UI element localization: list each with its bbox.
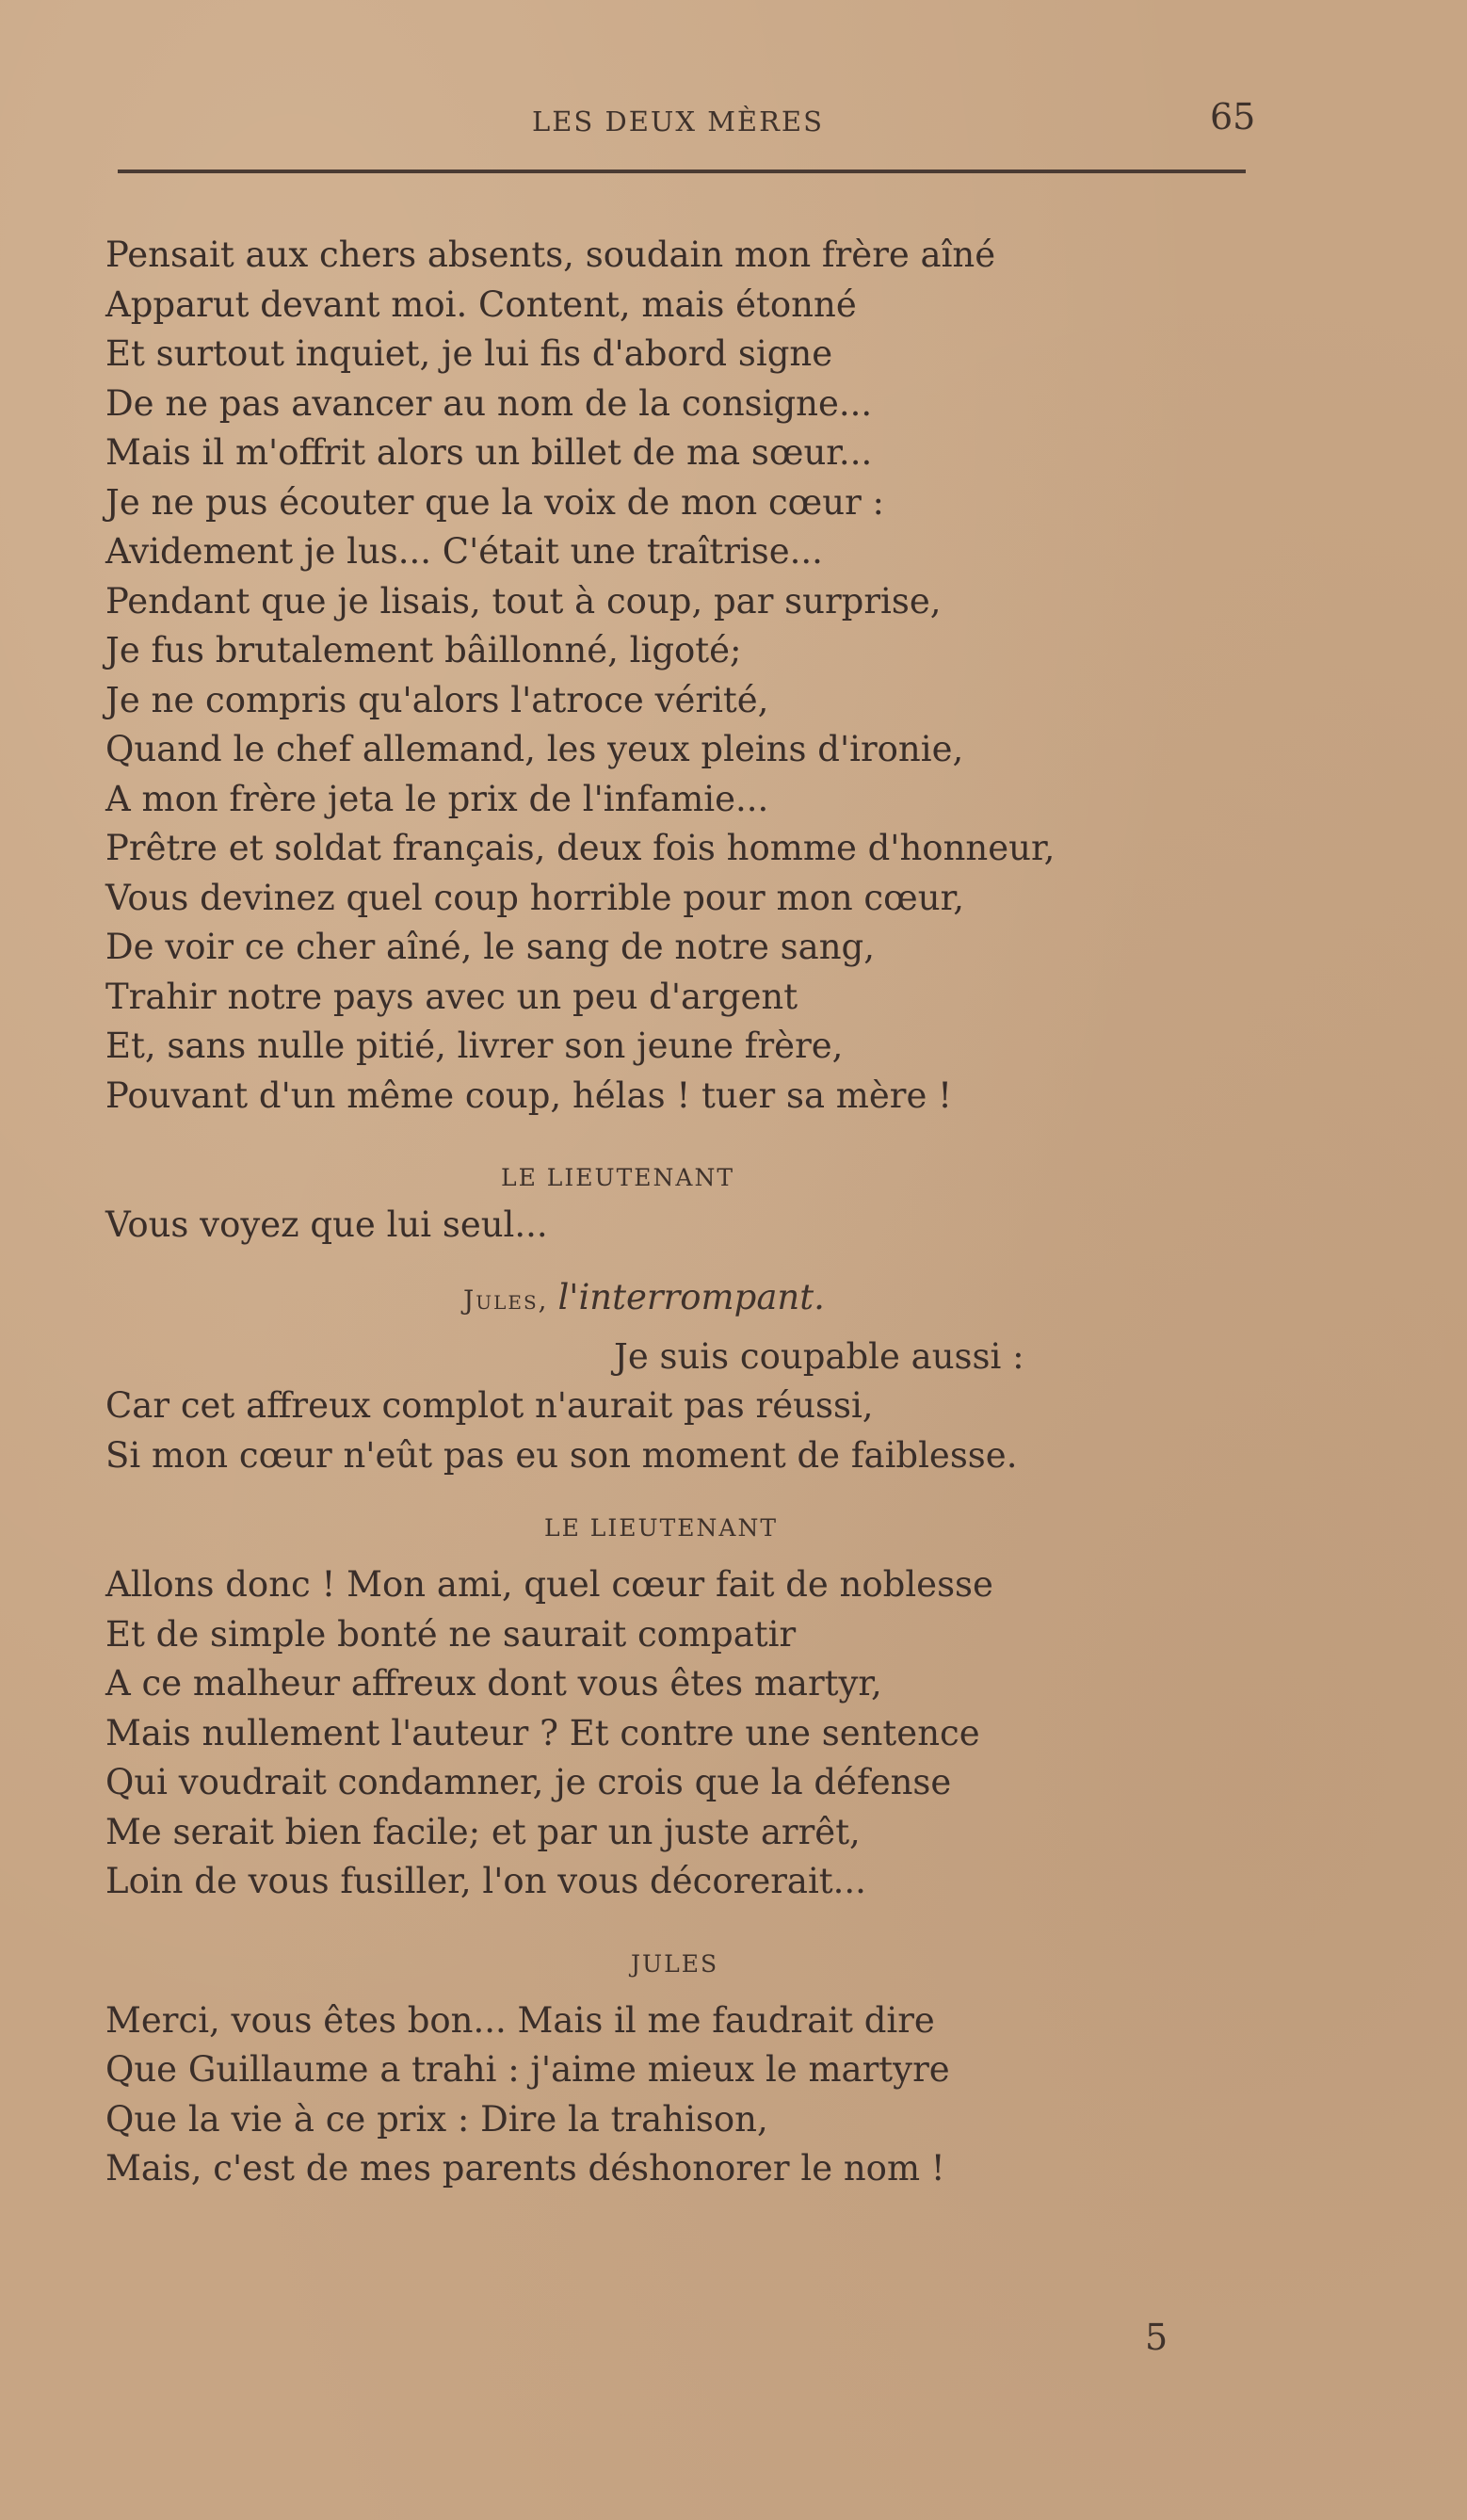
verse-line: Je ne compris qu'alors l'atroce vérité, bbox=[105, 679, 769, 720]
verse-line: Je suis coupable aussi : bbox=[614, 1335, 1024, 1377]
verse-line: Vous devinez quel coup horrible pour mon cœur, bbox=[105, 877, 964, 918]
passage-jules-speech bbox=[105, 231, 1235, 1121]
passage-jules-final bbox=[105, 1996, 1235, 2194]
poem-text bbox=[105, 231, 1235, 2194]
verse-line: Je ne pus écouter que la voix de mon cœur : bbox=[105, 481, 884, 523]
verse-line: Que la vie à ce prix : Dire la trahison, bbox=[105, 2098, 768, 2140]
speaker-heading-lieutenant: LE LIEUTENANT bbox=[501, 1164, 734, 1191]
verse-line: A ce malheur affreux dont vous êtes martyr, bbox=[105, 1663, 882, 1704]
verse-line: Avidement je lus... C'était une traîtrise... bbox=[105, 531, 823, 572]
speaker-heading-jules bbox=[463, 1277, 1235, 1317]
verse-line: Apparut devant moi. Content, mais étonné bbox=[105, 283, 857, 325]
page-header bbox=[118, 94, 1256, 179]
verse-line: Quand le chef allemand, les yeux pleins d'ironie, bbox=[105, 729, 964, 769]
verse-line: Et surtout inquiet, je lui fis d'abord signe bbox=[105, 333, 833, 374]
verse-line: Car cet affreux complot n'aurait pas réussi, bbox=[105, 1385, 874, 1426]
verse-line: De voir ce cher aîné, le sang de notre sang, bbox=[105, 927, 875, 967]
verse-line: Me serait bien facile; et par un juste arrêt, bbox=[105, 1811, 861, 1852]
passage-lieutenant-reply bbox=[105, 1560, 1235, 1907]
verse-line: Pendant que je lisais, tout à coup, par surprise, bbox=[105, 580, 942, 622]
verse-line: De ne pas avancer au nom de la consigne... bbox=[105, 382, 873, 424]
speaker-name: Jules, bbox=[463, 1284, 549, 1316]
verse-line: Et, sans nulle pitié, livrer son jeune frère, bbox=[105, 1026, 844, 1066]
verse-line: Mais, c'est de mes parents déshonorer le nom ! bbox=[105, 2148, 945, 2189]
verse-line: Loin de vous fusiller, l'on vous décorerait... bbox=[105, 1861, 866, 1901]
verse-line: Pensait aux chers absents, soudain mon frère aîné bbox=[105, 234, 996, 275]
stage-direction: l'interrompant. bbox=[557, 1276, 825, 1317]
verse-line: Vous voyez que lui seul... bbox=[105, 1204, 548, 1245]
speaker-heading-jules: JULES bbox=[631, 1949, 719, 1978]
verse-line: Prêtre et soldat français, deux fois homme d'honneur, bbox=[105, 828, 1056, 868]
verse-line: Merci, vous êtes bon... Mais il me faudrait dire bbox=[105, 1999, 935, 2041]
verse-line: Que Guillaume a trahi : j'aime mieux le martyre bbox=[105, 2049, 950, 2090]
signature-number: 5 bbox=[1145, 2317, 1169, 2358]
verse-line: Qui voudrait condamner, je crois que la défense bbox=[105, 1762, 952, 1802]
running-title: LES DEUX MÈRES bbox=[532, 105, 824, 137]
speaker-heading-lieutenant: LE LIEUTENANT bbox=[544, 1514, 778, 1542]
verse-line: Si mon cœur n'eût pas eu son moment de faiblesse. bbox=[105, 1434, 1018, 1476]
header-rule bbox=[118, 170, 1246, 173]
verse-line: Mais il m'offrit alors un billet de ma sœur... bbox=[105, 432, 873, 473]
verse-line: Mais nullement l'auteur ? Et contre une sentence bbox=[105, 1712, 980, 1753]
passage-jules-reply bbox=[105, 1333, 1235, 1481]
verse-line: Trahir notre pays avec un peu d'argent bbox=[105, 976, 798, 1017]
page-number: 65 bbox=[1210, 96, 1256, 137]
verse-line: Allons donc ! Mon ami, quel cœur fait de noblesse bbox=[105, 1564, 993, 1605]
verse-line: Pouvant d'un même coup, hélas ! tuer sa mère ! bbox=[105, 1074, 953, 1116]
verse-line: Et de simple bonté ne saurait compatir bbox=[105, 1613, 797, 1655]
verse-line: Je fus brutalement bâillonné, ligoté; bbox=[105, 630, 742, 670]
verse-line: A mon frère jeta le prix de l'infamie... bbox=[105, 778, 769, 819]
